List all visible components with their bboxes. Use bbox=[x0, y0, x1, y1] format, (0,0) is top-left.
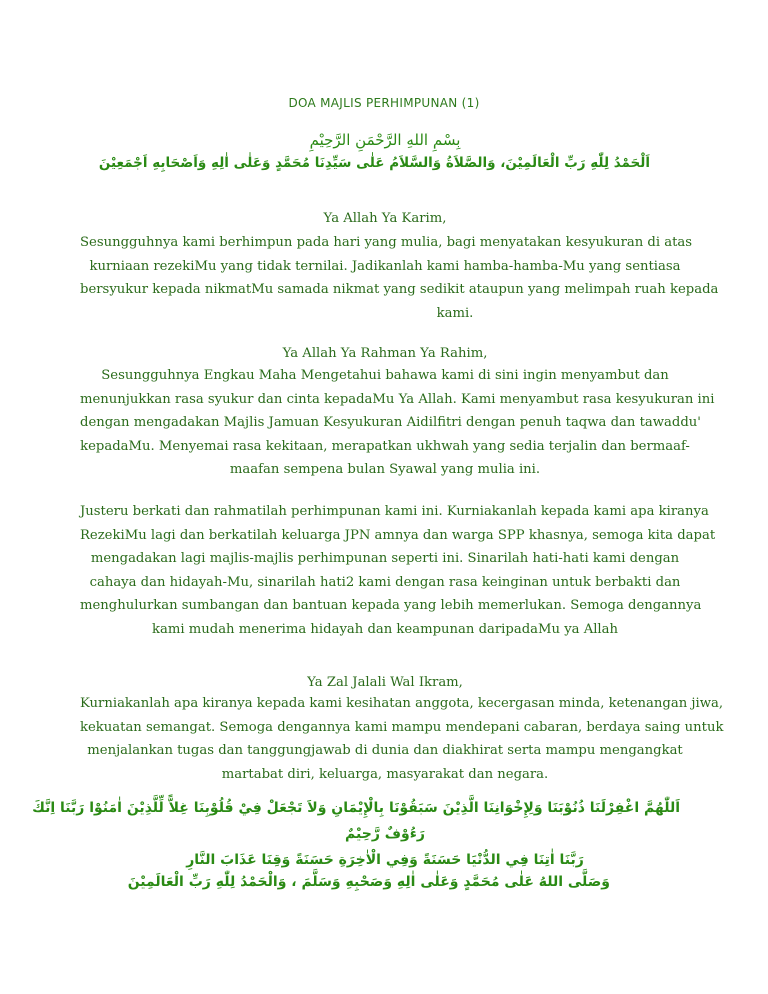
paragraph-line: RezekiMu lagi dan berkatilah keluarga JPN amnya dan warga SPP khasnya, semoga kita dapat bbox=[80, 527, 716, 543]
paragraph-line: maafan sempena bulan Syawal yang mulia ini. bbox=[229, 462, 541, 478]
paragraph-line: kami. bbox=[436, 305, 474, 321]
paragraph-1 bbox=[80, 231, 719, 325]
paragraph-line: Sesungguhnya Engkau Maha Mengetahui bahawa kami di sini ingin menyambut dan bbox=[101, 368, 669, 383]
hamdalah-line: اَلْحَمْدُ لِلّٰهِ رَبِّ الْعَالَمِيْنَ، وَالصَّلاَةُ وَالسَّلاَمُ عَلٰى سَيِّدِنَا مُحَمَّدٍ وَعَلٰى اٰلِهِ وَاَصْحَابِهِ اَجْمَعِيْنَ bbox=[98, 155, 650, 171]
paragraph-line: kekuatan semangat. Semoga dengannya kami mampu mendepani cabaran, berdaya saing untuk bbox=[80, 719, 724, 735]
paragraph-line: cahaya dan hidayah-Mu, sinarilah hati2 kami dengan rasa keinginan untuk berbakti dan bbox=[89, 574, 681, 590]
paragraph-line: menunjukkan rasa syukur dan cinta kepadaMu Ya Allah. Kami menyambut rasa kesyukuran ini bbox=[80, 391, 715, 407]
closing-arabic-line-4: وَصَلَّى اللهُ عَلٰى مُحَمَّدٍ وَعَلٰى اٰلِهِ وَصَحْبِهِ وَسَلَّمَ ، وَالْحَمْدُ لِلّٰهِ رَبِّ الْعَالَمِيْنَ bbox=[127, 874, 610, 890]
closing-arabic-line-3: رَبَّنَا اٰتِنَا فِي الدُّنْيَا حَسَنَةً وَفِي الْاٰخِرَةِ حَسَنَةً وَقِنَا عَذَابَ النَّارِ bbox=[186, 852, 584, 868]
greeting-ya-rahman: Ya Allah Ya Rahman Ya Rahim, bbox=[282, 346, 488, 361]
greeting-ya-zal-jalali: Ya Zal Jalali Wal Ikram, bbox=[307, 675, 463, 690]
closing-arabic-line-2: رَءُوْفٌ رَّحِيْمٌ bbox=[345, 826, 425, 842]
paragraph-2 bbox=[80, 364, 715, 482]
paragraph-line: Justeru berkati dan rahmatilah perhimpunan kami ini. Kurniakanlah kepada kami apa kiranya bbox=[80, 504, 709, 519]
paragraph-line: dengan mengadakan Majlis Jamuan Kesyukuran Aidilfitri dengan penuh taqwa dan tawaddu' bbox=[80, 415, 701, 431]
paragraph-line: menjalankan tugas dan tanggungjawab di dunia dan diakhirat serta mampu mengangkat bbox=[87, 743, 683, 759]
greeting-ya-karim: Ya Allah Ya Karim, bbox=[323, 211, 447, 226]
closing-arabic-line-1: اَللّٰهُمَّ اغْفِرْلَنَا ذُنُوْبَنَا وَلِإِخْوَانِنَا الَّذِيْنَ سَبَقُوْنَا بِالْإِيْمَانِ وَلاَ تَجْعَلْ فِيْ قُلُوْبِنَا غِلاًّ لِّلَّذِيْنَ اٰمَنُوْا رَبَّنَا اِنَّكَ bbox=[32, 800, 680, 816]
paragraph-line: kepadaMu. Menyemai rasa kekitaan, merapatkan ukhwah yang sedia terjalin dan bermaaf- bbox=[80, 438, 690, 454]
paragraph-line: kurniaan rezekiMu yang tidak ternilai. Jadikanlah kami hamba-hamba-Mu yang sentiasa bbox=[89, 258, 681, 274]
paragraph-line: menghulurkan sumbangan dan bantuan kepada yang lebih memerlukan. Semoga dengannya bbox=[80, 598, 702, 614]
paragraph-line: martabat diri, keluarga, masyarakat dan negara. bbox=[221, 766, 549, 782]
paragraph-3 bbox=[80, 500, 716, 642]
paragraph-line: bersyukur kepada nikmatMu samada nikmat yang sedikit ataupun yang melimpah ruah kepada bbox=[80, 282, 719, 298]
paragraph-4 bbox=[80, 692, 724, 786]
paragraph-line: Sesungguhnya kami berhimpun pada hari yang mulia, bagi menyatakan kesyukuran di atas bbox=[80, 235, 693, 250]
document-title: DOA MAJLIS PERHIMPUNAN (1) bbox=[288, 96, 480, 110]
bismillah-line: بِسْمِ اللهِ الرَّحْمَنِ الرَّحِيْمِ bbox=[309, 131, 461, 149]
paragraph-line: mengadakan lagi majlis-majlis perhimpunan seperti ini. Sinarilah hati-hati kami dengan bbox=[90, 551, 680, 567]
paragraph-line: kami mudah menerima hidayah dan keampunan daripadaMu ya Allah bbox=[151, 621, 619, 637]
paragraph-line: Kurniakanlah apa kiranya kepada kami kesihatan anggota, kecergasan minda, ketenangan jiwa, bbox=[80, 696, 724, 711]
